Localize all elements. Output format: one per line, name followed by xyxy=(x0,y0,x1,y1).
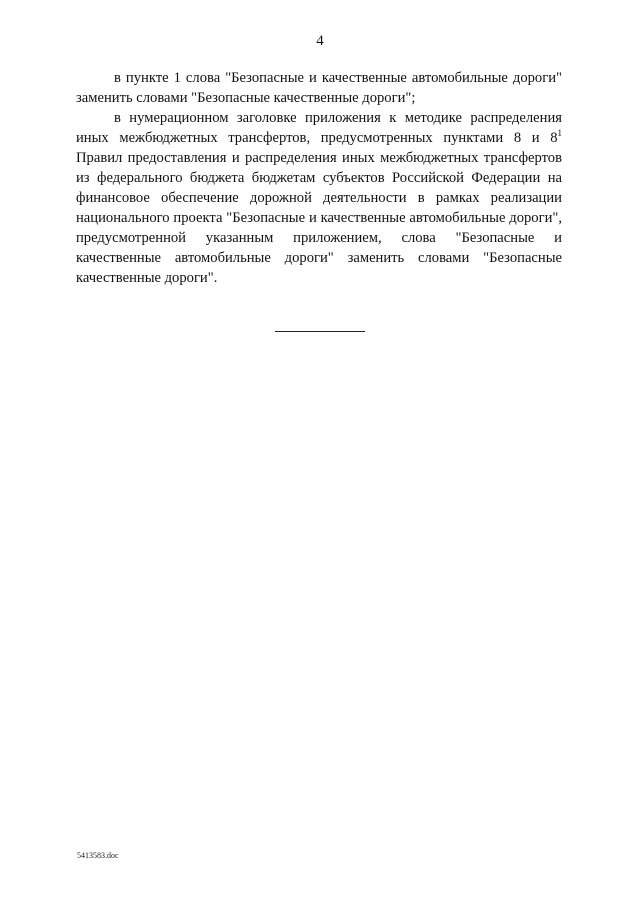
paragraph-2 xyxy=(76,108,562,288)
paragraph-1 xyxy=(76,68,562,108)
paragraph-2-superscript: 1 xyxy=(557,128,562,138)
paragraph-1-text: в пункте 1 слова "Безопасные и качественные автомобильные дороги" заменить словами "Безопасные качественные дороги"; xyxy=(76,70,562,106)
paragraph-2-text-before: в нумерационном заголовке приложения к методике распределения иных межбюджетных трансфертов, предусмотренных пунктами 8 и 8 xyxy=(76,110,562,146)
document-body xyxy=(76,68,562,288)
footer-file-name: 5413583.doc xyxy=(77,851,119,860)
page-number: 4 xyxy=(316,33,324,49)
paragraph-2-text-after: Правил предоставления и распределения иных межбюджетных трансфертов из федерального бюджета бюджетам субъектов Российской Федерации на финансовое обеспечение дорожной деятельности в рамках реализации национального проекта "Безопасные и качественные автомобильные дороги", предусмотренной указанным приложением, слова "Безопасные и качественные автомобильные дороги" заменить словами "Безопасные качественные дороги". xyxy=(76,150,562,286)
end-of-text-rule xyxy=(275,331,365,332)
